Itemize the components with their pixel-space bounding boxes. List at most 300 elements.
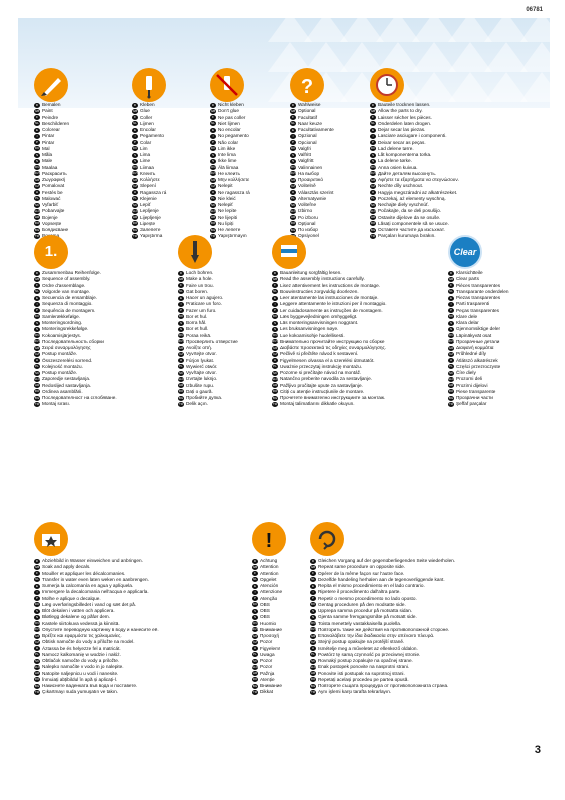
language-code-badge: BG [210,227,216,232]
language-code-badge: HR [290,215,296,220]
legend-text: Faire un trou. [186,282,214,288]
language-code-badge: HR [178,383,184,388]
question-icon [290,68,324,102]
legend-text: OBS [260,614,270,620]
legend-text: Pegamento [140,133,164,139]
language-code-badge: CZ [273,351,277,356]
language-code-badge: N [179,326,183,331]
language-code-badge: FIN [210,165,216,170]
language-code-badge: SLO [370,208,377,213]
legend-text: Dați o gaură. [186,388,213,394]
language-code-badge: D [273,270,277,275]
legend-text: Glue [140,108,150,114]
sec3-text-block [252,558,282,696]
legend-text: Не клеить [218,170,240,176]
language-code-badge: F [34,115,40,120]
language-code-badge: GB [290,108,296,113]
language-code-badge: D [291,102,295,107]
legend-text: Valgfri [298,145,311,151]
language-code-badge: SLO [34,376,41,381]
language-code-badge: S [273,320,276,325]
legend-text: Пробийте дупка. [186,395,223,400]
language-code-badge: BG [448,395,454,400]
legend-text: Nelepiť [218,202,234,207]
legend-text: Facultatif [298,114,318,120]
language-code-badge: PL [371,196,375,201]
language-code-badge: RUS [310,627,317,632]
legend-text: Lisez attentivement les instructions de montage. [280,282,381,288]
language-code-badge: N [291,158,295,163]
legend-text: Les bruksanvisningen nøye. [280,326,339,332]
language-code-badge: N [35,158,39,163]
legend-text: Parti trasparenti [456,301,490,307]
language-code-badge: GR [448,345,454,350]
language-code-badge: BG [272,395,278,400]
language-code-badge: NL [273,289,277,294]
legend-text: Transparante onderdelen [456,288,509,294]
language-code-badge: HR [310,671,316,676]
language-code-badge: NL [449,289,453,294]
language-code-badge: SK [272,370,277,375]
language-code-badge: TR [371,233,375,238]
legend-text: Şeffaf parçalar [456,401,487,407]
legend-text: Kastele siirtokuva vedessä ja kiinnitä. [42,620,120,626]
language-code-badge: GB [448,276,454,281]
legend-text: Последовательность сборки [42,338,104,344]
legend-text: Pomalovat [42,183,65,189]
language-code-badge: RUS [370,171,377,176]
language-code-badge: FIN [34,333,40,338]
language-code-badge: HR [34,383,40,388]
legend-text: Választás szerint [298,189,334,195]
legend-text: Pažnja [260,670,275,676]
legend-text: Fazer um furo. [186,307,217,313]
language-code-badge: E [371,127,374,132]
language-code-badge: FIN [272,333,278,338]
legend-text: Uwaga [260,651,275,657]
language-code-badge: SLO [310,664,317,669]
legend-text: Coller [140,114,153,120]
language-code-badge: FIN [448,333,454,338]
banner-triangle [520,18,550,42]
language-code-badge: E [35,583,38,588]
legend-text: Átlátszó alkatrészek [456,357,498,363]
legend-text: Bemalen [42,102,61,107]
legend-text: Opzional [298,133,317,139]
language-code-badge: NL [35,289,39,294]
legend-text: Bløtlegg dekalene og påfør dem. [42,614,111,620]
warning-icon [252,522,286,556]
legend-text: Pozorne si prečítajte návod na montáž. [280,370,362,375]
legend-row [34,689,159,695]
language-code-badge: PL [253,652,257,657]
language-code-badge: P [291,140,294,145]
language-code-badge: NL [211,121,215,126]
language-code-badge: GR [34,345,40,350]
language-code-badge: SLO [210,208,217,213]
language-code-badge: I [370,134,376,139]
glue-icon [132,68,166,102]
legend-text: Боядисване [42,227,69,232]
language-code-badge: FIN [34,621,40,626]
legend-text: Læg overføringsbilledet i vand og sæt det på. [42,601,137,607]
language-code-badge: DK [210,146,216,151]
language-code-badge: GB [34,108,40,113]
language-code-badge: P [133,140,136,145]
language-code-badge: P [35,308,38,313]
language-code-badge: CZ [179,351,183,356]
language-code-badge: N [371,158,375,163]
language-code-badge: DK [370,146,376,151]
sec3-text-block [310,558,455,696]
legend-text: Накиснете ваденката във вода и поставете. [42,683,138,688]
legend-text: Atenção [260,595,278,601]
legend-text: Leggere attentamente le istruzioni per il montaggio. [280,301,387,307]
legend-text: Molhe e aplique o decalque. [42,595,101,601]
language-code-badge: CZ [35,639,39,644]
legend-text: Nicht kleben [218,102,244,107]
language-code-badge: RO [310,677,316,682]
legend-text: Ne ragassza rá [218,189,250,195]
language-code-badge: S [449,320,452,325]
legend-text: Uważnie przeczytaj instrukcję montażu. [280,363,363,369]
language-code-badge: NL [179,289,183,294]
language-code-badge: HR [252,671,258,676]
legend-text: Раскрасить [42,170,67,176]
legend-text: Toista menettely vastakkaisella puolella. [318,620,402,626]
legend-text: Peças transparentes [456,307,499,313]
language-code-badge: SK [34,370,39,375]
legend-text: Encolar [140,127,156,132]
legend-row [178,401,238,407]
language-code-badge: E [35,295,38,300]
instructions-icon [272,235,306,269]
legend-text: Bor et hul. [186,313,208,319]
legend-text: Facultativamente [298,127,334,132]
legend-text: Części przezroczyste [456,363,501,369]
language-code-badge: GB [34,564,40,569]
legend-text: Transfer in water even laten weken en aanbrengen. [42,576,149,582]
legend-text: Piese transparente [456,388,496,394]
legend-text: Yapıştırmayın [218,233,247,239]
legend-text: Pozor [260,664,273,670]
legend-text: Klejenie [140,195,157,201]
legend-text: Nu lipiți [218,220,234,226]
legend-text: Ανοίξτε οπή. [186,345,213,350]
language-code-badge: TR [35,233,39,238]
language-code-badge: RO [178,389,184,394]
legend-text: Înmuiați abțibildul în apă și aplicați-l. [42,676,118,682]
legend-text: Διαφανή κομμάτια [456,345,494,350]
legend-text: Összeszerelési sorrend. [42,357,93,363]
legend-text: Pintar [42,133,55,139]
legend-text: Nechajte diely vyschnúť. [378,202,430,207]
language-code-badge: BG [34,227,40,232]
language-code-badge: H [371,190,375,195]
legend-text: Ragassza rá [140,189,167,195]
language-code-badge: E [253,583,256,588]
legend-text: Secuencia de ensamblaje. [42,295,97,300]
legend-text: Yapıştırma [140,233,163,239]
language-code-badge: BG [252,683,258,688]
language-code-badge: BG [370,227,376,232]
language-code-badge: SK [310,658,315,663]
language-code-badge: CZ [311,639,315,644]
language-code-badge: S [371,152,374,157]
language-code-badge: CZ [211,183,215,188]
legend-text: Redoslijed sastavljanja. [42,382,91,388]
sec1-text-block [290,102,334,240]
language-code-badge: S [179,320,182,325]
legend-text: Voliteľne [298,202,317,207]
legend-text: Praticare un foro. [186,301,222,307]
legend-text: Опустите переводную картинку в воду и нанесите её. [42,626,159,632]
language-code-badge: DK [132,146,138,151]
language-code-badge: S [133,152,136,157]
legend-text: Hagyja megszáradni az alkatrészeket. [378,189,458,195]
language-code-badge: GR [178,345,184,350]
legend-text: Obtisk namočte do vody a přiložte na model. [42,639,135,645]
language-code-badge: BG [290,227,296,232]
language-code-badge: TR [133,233,137,238]
clear-label: Clear [453,247,477,257]
legend-text: Дайте деталям высохнуть. [378,170,437,176]
legend-text: Ler cuidadosamente as instruções de montagem. [280,307,383,313]
language-code-badge: DK [310,602,316,607]
language-code-badge: PL [311,652,315,657]
language-code-badge: H [273,358,277,363]
legend-text: Atenție [260,676,275,682]
language-code-badge: GR [272,345,278,350]
language-code-badge: N [449,326,453,331]
language-code-badge: I [34,590,40,595]
legend-text: По избор [298,227,318,232]
legend-text: Оставете частите да изсъхнат. [378,227,445,232]
legend-text: Aynı işlemi karşı tarafta tekrarlayın. [318,689,392,695]
legend-text: Bauteile trocknen lassen. [378,102,431,107]
legend-text: Προσοχή [260,633,280,638]
legend-text: Προαιρετικό [298,177,323,182]
legend-text: Klara delar [456,320,479,325]
language-code-badge: DK [272,314,278,319]
legend-text: Izbušite rupu. [186,382,215,388]
legend-text: Izbirno [298,208,313,214]
language-code-badge: FIN [370,165,376,170]
language-code-badge: F [210,115,216,120]
legend-text: Ordinea asamblării. [42,388,83,394]
legend-text: Natopite naljepnicu u vodi i nanesite. [42,670,119,676]
language-code-badge: TR [179,401,183,406]
legend-text: OBS [260,601,270,607]
language-code-badge: H [253,646,257,651]
legend-text: Επαναλάβετε την ίδια διαδικασία στην απέναντι πλευρά. [318,633,435,638]
legend-text: Montaj talimatlarını dikkatle okuyun. [280,401,355,407]
language-code-badge: H [179,358,183,363]
legend-text: Pièces transparentes [456,282,501,288]
clock-icon [370,68,404,102]
language-code-badge: F [290,115,296,120]
language-code-badge: I [178,302,184,307]
legend-text: Bor et hull. [186,326,209,332]
legend-text: Hacer un agujero. [186,295,224,300]
language-code-badge: F [132,115,138,120]
language-code-badge: I [272,302,278,307]
language-code-badge: HR [132,215,138,220]
legend-text: Paint [42,108,53,114]
language-code-badge: CZ [133,183,137,188]
legend-text: Opgelet [260,576,277,582]
legend-text: Abziehbild in Wasser einweichen und anbringen. [42,558,143,563]
language-code-badge: I [210,134,216,139]
sec1-text-block [210,102,250,240]
legend-text: Gjennomsiktige deler [456,326,501,332]
legend-text: Gjenta samme fremgangsmåte på motsatt side. [318,614,417,620]
page-id: 06781 [526,7,543,13]
language-code-badge: RUS [34,171,41,176]
legend-text: Rovnaký postup zopakujte na opačnej strane. [318,658,413,663]
legend-text: Повторете същата процедура от противоположната страна. [318,683,449,688]
legend-text: Pintar [42,139,55,145]
legend-text: Zusammenbau Reihenfolge. [42,270,101,275]
language-code-badge: RUS [34,339,41,344]
legend-text: Opcional [298,139,317,145]
banner-triangle [520,42,550,72]
legend-text: Valinnainen [298,164,323,170]
language-code-badge: PL [35,364,39,369]
language-code-badge: DK [178,314,184,319]
legend-text: Po izboru [298,214,318,220]
legend-text: La delene tørke. [378,158,412,164]
language-code-badge: GB [132,108,138,113]
language-code-badge: TR [311,689,315,694]
legend-text: Prozirni dijelovi [456,382,488,388]
language-code-badge: D [311,558,315,563]
language-code-badge: GB [370,108,376,113]
legend-text: Kolejność montażu. [42,363,83,369]
language-code-badge: PL [179,364,183,369]
language-code-badge: DK [290,146,296,151]
language-code-badge: RUS [210,171,217,176]
legend-text: Çıkartmayı suda yumuşatın ve takın. [42,689,119,695]
legend-text: Lima [140,152,151,157]
language-code-badge: I [448,302,454,307]
language-code-badge: I [252,590,258,595]
legend-row [370,233,459,239]
legend-text: Festés be [42,189,63,195]
legend-text: На выбор [298,170,320,176]
legend-text: Vyvŕtajte otvor. [186,370,217,375]
language-code-badge: CZ [449,351,453,356]
language-code-badge: I [290,134,296,139]
legend-text: Klarsichtteile [456,270,483,275]
sec2-text-block [178,270,238,408]
svg-text:?: ? [300,76,314,98]
legend-text: Внимание [260,626,282,632]
legend-text: Izvrtajte luknjo. [186,376,218,382]
legend-text: Namocz kalkomanię w wodzie i nałóż. [42,651,121,657]
legend-text: Sumerja la calcomanía en agua y aplíquela. [42,583,134,588]
repeat-icon [310,522,344,556]
language-code-badge: P [253,596,256,601]
language-code-badge: D [253,558,257,563]
legend-row [448,401,508,407]
language-code-badge: TR [35,689,39,694]
language-code-badge: RO [290,221,296,226]
legend-text: No pegamento [218,133,249,139]
legend-text: Stejný postup opakujte na protější straně. [318,639,405,645]
language-code-badge: FIN [34,165,40,170]
legend-text: Achtung [260,558,278,563]
language-code-badge: FIN [178,333,184,338]
legend-text: Áztassa be és helyezze fel a matricát. [42,645,121,651]
legend-text: Slepení [140,183,156,189]
step-number-label: 1. [44,243,58,260]
language-code-badge: DK [34,602,40,607]
language-code-badge: CZ [253,639,257,644]
step-number-icon [34,235,68,269]
language-code-badge: S [35,152,38,157]
language-code-badge: S [35,320,38,325]
legend-text: Borra hål. [186,320,207,325]
language-code-badge: SK [210,202,215,207]
language-code-badge: D [179,270,183,275]
language-code-badge: SK [252,658,257,663]
legend-text: Vyvrtejte otvor. [186,351,217,357]
language-code-badge: CZ [35,351,39,356]
legend-text: Не лепете [218,227,241,232]
language-code-badge: GR [210,177,216,182]
language-code-badge: HR [210,215,216,220]
language-code-badge: SK [290,202,295,207]
language-code-badge: NL [133,121,137,126]
language-code-badge: P [35,596,38,601]
language-code-badge: PL [133,196,137,201]
legend-text: Immergere la decalcomania nell'acqua e applicarla. [42,589,149,595]
legend-text: Loch bohren. [186,270,214,275]
language-code-badge: E [449,295,452,300]
language-code-badge: CZ [35,183,39,188]
clear-icon [448,235,482,269]
language-code-badge: RO [34,389,40,394]
language-code-badge: S [253,608,256,613]
language-code-badge: RO [448,389,454,394]
language-code-badge: P [371,140,374,145]
language-code-badge: DK [448,314,454,319]
legend-text: Просверлить отверстие [186,338,238,344]
language-code-badge: RUS [178,339,185,344]
legend-text: Liimaa [140,164,154,170]
language-code-badge: TR [449,401,453,406]
language-code-badge: RUS [448,339,455,344]
language-code-badge: E [273,295,276,300]
legend-text: Ostavite dijelove da se osuše. [378,214,441,220]
language-code-badge: SK [34,658,39,663]
legend-text: Počakajte, da se deli posušijo. [378,208,442,214]
language-code-badge: GB [252,564,258,569]
legend-text: Ismételje meg a műveletet az ellenkező oldalon. [318,645,418,651]
legend-text: Повторить такие же действия на противоположной стороне. [318,626,450,632]
language-code-badge: N [273,326,277,331]
language-code-badge: F [252,571,258,576]
legend-text: Lim [140,145,148,151]
language-code-badge: RUS [290,171,297,176]
legend-text: Huomio [260,620,277,626]
legend-text: Atención [260,583,279,588]
legend-text: Lipește [140,220,156,226]
legend-text: Piezas transparentes [456,295,501,300]
language-code-badge: FIN [132,165,138,170]
language-code-badge: I [34,134,40,139]
